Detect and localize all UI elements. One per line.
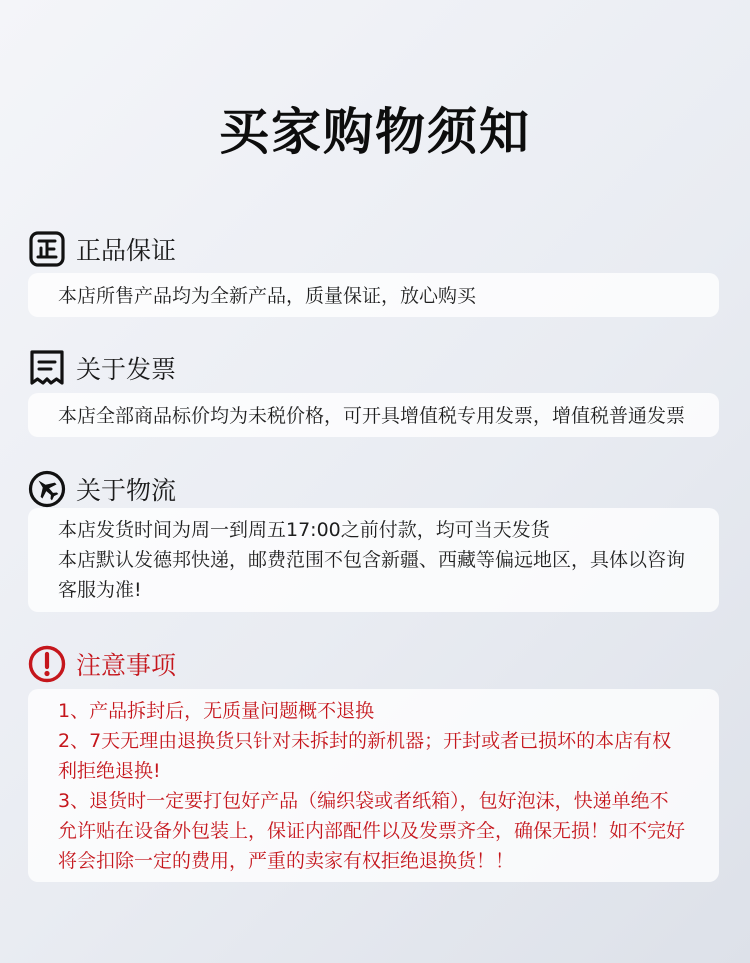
section-heading-label: 关于发票 bbox=[76, 355, 177, 384]
section-card-logistics bbox=[28, 508, 719, 612]
card-line: 1、产品拆封后，无质量问题概不退换 bbox=[58, 700, 375, 722]
card-line: 2、7天无理由退换货只针对未拆封的新机器；开封或者已损坏的本店有权 bbox=[58, 730, 672, 752]
card-line: 本店全部商品标价均为未税价格，可开具增值税专用发票，增值税普通发票 bbox=[58, 405, 686, 427]
card-line: 本店默认发德邦快递，邮费范围不包含新疆、西藏等偏远地区，具体以咨询 bbox=[58, 549, 686, 571]
card-line: 客服为准! bbox=[58, 579, 142, 601]
warning-icon bbox=[28, 645, 66, 683]
section-heading-label: 关于物流 bbox=[76, 476, 177, 505]
section-card-genuine bbox=[28, 273, 719, 317]
airplane-icon bbox=[28, 470, 66, 508]
section-heading-notice bbox=[28, 644, 176, 684]
page-title: 买家购物须知 bbox=[219, 103, 531, 161]
card-line: 利拒绝退换! bbox=[58, 760, 161, 782]
card-line: 本店发货时间为周一到周五17:00之前付款，均可当天发货 bbox=[58, 519, 550, 541]
section-heading-invoice bbox=[28, 348, 176, 388]
card-line: 3、退货时一定要打包好产品（编织袋或者纸箱），包好泡沫，快递单绝不 bbox=[58, 790, 669, 812]
section-card-notice bbox=[28, 689, 719, 882]
section-heading-logistics bbox=[28, 469, 176, 509]
section-card-invoice bbox=[28, 393, 719, 437]
section-heading-genuine bbox=[28, 229, 176, 269]
section-heading-label: 正品保证 bbox=[76, 236, 177, 265]
card-line: 本店所售产品均为全新产品，质量保证，放心购买 bbox=[58, 285, 477, 307]
card-line: 允许贴在设备外包装上，保证内部配件以及发票齐全，确保无损！如不完好 bbox=[58, 820, 686, 842]
card-line: 将会扣除一定的费用，严重的卖家有权拒绝退换货！！ bbox=[58, 850, 515, 872]
receipt-icon bbox=[28, 349, 66, 387]
section-heading-label: 注意事项 bbox=[76, 651, 177, 680]
certificate-icon bbox=[28, 230, 66, 268]
